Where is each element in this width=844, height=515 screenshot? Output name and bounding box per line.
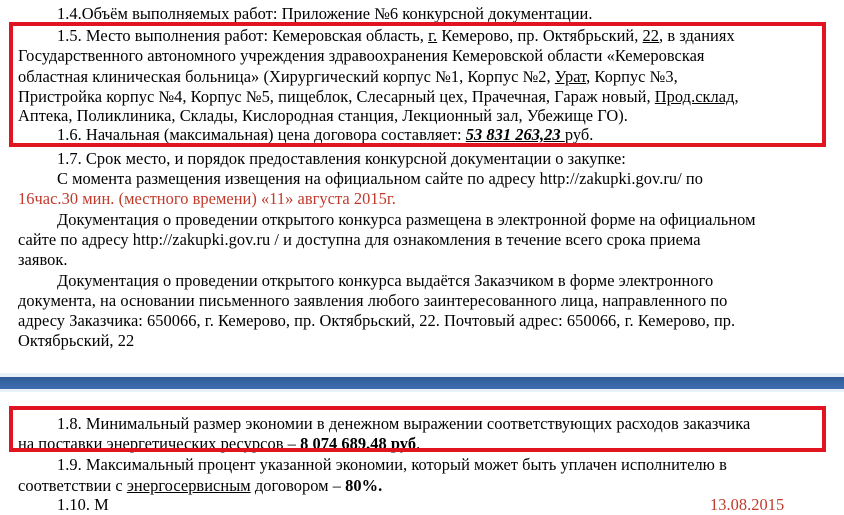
section-1-9-line-1: 1.9. Максимальный процент указанной экономии, который может быть уплачен исполнителю в — [57, 455, 727, 474]
max-percent: 80%. — [345, 476, 383, 495]
highlight-box-1 — [9, 22, 826, 147]
section-1-7-p1-line-1: С момента размещения извещения на официальном сайте по адресу http://zakupki.gov.ru/ по — [57, 169, 703, 188]
section-1-5-line-4: Пристройка корпус №4, Корпус №5, пищеблок, Слесарный цех, Прачечная, Гараж новый, Прод.склад, — [18, 87, 739, 106]
section-1-7-p3-line-1: Документация о проведении открытого конкурса выдаётся Заказчиком в форме электронного — [57, 271, 714, 290]
section-1-10-date: 13.08.2015 — [710, 495, 785, 514]
section-1-10-partial: 1.10. М — [57, 495, 109, 514]
section-1-7-p3-line-4: Октябрьский, 22 — [18, 331, 135, 350]
section-1-8-line-1: 1.8. Минимальный размер экономии в денежном выражении соответствующих расходов заказчика — [57, 414, 751, 433]
section-1-5-line-5: Аптека, Поликлиника, Склады, Кислородная станция, Лекционный зал, Убежище ГО). — [18, 106, 628, 125]
section-1-7-p2-line-3: заявок. — [18, 250, 68, 269]
section-1-9-line-2: соответствии с энергосервисным договором – 80%. — [18, 476, 383, 495]
document-page-2 — [0, 392, 844, 514]
highlight-box-2 — [9, 406, 826, 452]
section-1-7-p3-line-3: адресу Заказчика: 650066, г. Кемерово, пр. Октябрьский, 22. Почтовый адрес: 650066, г. Кемерово, пр. — [18, 311, 736, 330]
section-1-5-line-3: областная клиническая больница» (Хирургический корпус №1, Корпус №2, Урат, Корпус №3, — [18, 67, 678, 86]
page-gap-bar — [0, 377, 844, 389]
initial-price: 53 831 263,23 — [465, 125, 565, 144]
section-1-7-p3-line-2: документа, на основании письменного заявления любого заинтересованного лица, направленного по — [18, 291, 728, 310]
section-1-6: 1.6. Начальная (максимальная) цена договора составляет: 53 831 263,23 руб. — [57, 125, 594, 144]
section-1-8-line-2: на поставки энергетических ресурсов – 8 074 689,48 руб. — [18, 434, 421, 453]
min-savings-amount: 8 074 689,48 руб — [300, 434, 417, 453]
section-1-7-p2-line-1: Документация о проведении открытого конкурса размещена в электронной форме на официальном — [57, 210, 756, 229]
section-1-7-deadline: 16час.30 мин. (местного времени) «11» августа 2015г. — [18, 189, 396, 208]
section-1-7-p2-line-2: сайте по адресу http://zakupki.gov.ru / и доступна для ознакомления в течение всего срока приема — [18, 230, 701, 249]
section-1-7-title: 1.7. Срок место, и порядок предоставления конкурсной документации о закупке: — [57, 149, 626, 168]
section-1-4: 1.4.Объём выполняемых работ: Приложение №6 конкурсной документации. — [57, 4, 593, 23]
section-1-5-line-2: Государственного автономного учреждения здравоохранения Кемеровской области «Кемеровская — [18, 46, 705, 65]
section-1-5-line-1: 1.5. Место выполнения работ: Кемеровская область, г. Кемерово, пр. Октябрьский, 22, в зданиях — [57, 26, 735, 45]
